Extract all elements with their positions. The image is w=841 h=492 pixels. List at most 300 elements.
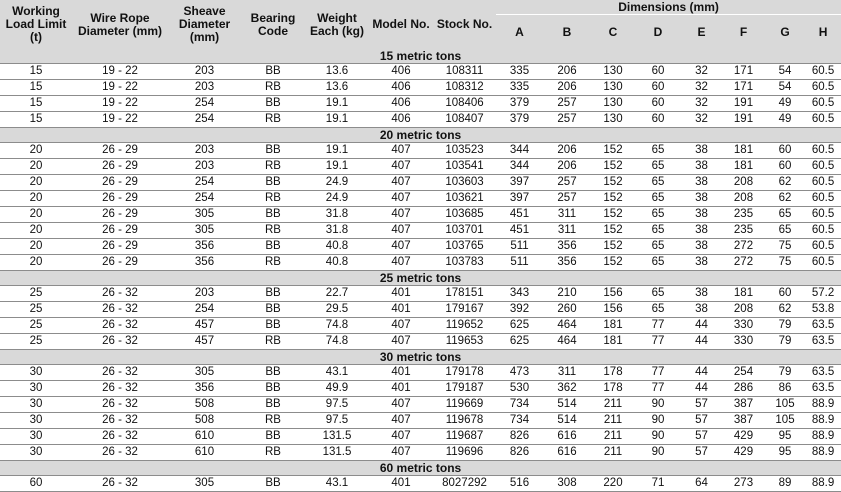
cell-dim-a: 379 (496, 96, 543, 112)
cell-bearing-code: BB (241, 302, 305, 318)
header-dim-e: E (681, 15, 722, 50)
cell-model-no: 407 (369, 159, 433, 175)
cell-dim-d: 60 (635, 96, 681, 112)
cell-sheave-diameter: 254 (168, 302, 241, 318)
cell-dim-f: 273 (722, 476, 765, 492)
cell-stock-no: 119687 (433, 429, 496, 445)
cell-stock-no: 103523 (433, 143, 496, 159)
cell-working-load-limit: 15 (0, 80, 72, 96)
cell-dim-b: 362 (543, 381, 591, 397)
cell-bearing-code: BB (241, 318, 305, 334)
cell-weight-each: 74.8 (305, 334, 369, 350)
cell-model-no: 407 (369, 413, 433, 429)
cell-dim-c: 130 (591, 64, 635, 80)
cell-dim-f: 286 (722, 381, 765, 397)
cell-model-no: 406 (369, 80, 433, 96)
cell-bearing-code: RB (241, 191, 305, 207)
cell-dim-e: 44 (681, 334, 722, 350)
cell-dim-b: 308 (543, 476, 591, 492)
table-row (0, 207, 841, 223)
cell-sheave-diameter: 203 (168, 80, 241, 96)
cell-dim-a: 734 (496, 397, 543, 413)
cell-dim-a: 451 (496, 207, 543, 223)
cell-dim-h: 88.9 (805, 397, 841, 413)
section-title: 20 metric tons (0, 128, 841, 143)
cell-dim-d: 65 (635, 175, 681, 191)
cell-dim-c: 130 (591, 80, 635, 96)
cell-sheave-diameter: 203 (168, 64, 241, 80)
cell-bearing-code: RB (241, 445, 305, 461)
cell-dim-c: 130 (591, 112, 635, 128)
cell-model-no: 401 (369, 476, 433, 492)
cell-dim-a: 392 (496, 302, 543, 318)
cell-dim-d: 77 (635, 381, 681, 397)
cell-weight-each: 40.8 (305, 239, 369, 255)
cell-dim-h: 63.5 (805, 365, 841, 381)
cell-dim-e: 38 (681, 159, 722, 175)
header-wire-rope-diameter: Wire Rope Diameter (mm) (72, 0, 168, 49)
cell-dim-h: 60.5 (805, 239, 841, 255)
cell-sheave-diameter: 457 (168, 318, 241, 334)
cell-dim-g: 65 (765, 207, 805, 223)
cell-dim-c: 211 (591, 397, 635, 413)
cell-working-load-limit: 30 (0, 445, 72, 461)
cell-dim-c: 178 (591, 381, 635, 397)
section-title: 30 metric tons (0, 350, 841, 365)
cell-dim-h: 60.5 (805, 80, 841, 96)
cell-stock-no: 119669 (433, 397, 496, 413)
cell-bearing-code: RB (241, 413, 305, 429)
cell-sheave-diameter: 254 (168, 112, 241, 128)
cell-model-no: 407 (369, 207, 433, 223)
cell-dim-f: 208 (722, 175, 765, 191)
cell-dim-g: 54 (765, 80, 805, 96)
cell-working-load-limit: 20 (0, 143, 72, 159)
header-dim-f: F (722, 15, 765, 50)
cell-dim-h: 88.9 (805, 429, 841, 445)
cell-dim-h: 88.9 (805, 445, 841, 461)
cell-dim-d: 71 (635, 476, 681, 492)
cell-working-load-limit: 20 (0, 175, 72, 191)
cell-weight-each: 13.6 (305, 80, 369, 96)
cell-wire-rope-diameter: 26 - 29 (72, 143, 168, 159)
cell-dim-b: 311 (543, 223, 591, 239)
cell-dim-d: 77 (635, 365, 681, 381)
cell-stock-no: 119652 (433, 318, 496, 334)
header-dim-h: H (805, 15, 841, 50)
cell-dim-c: 211 (591, 429, 635, 445)
cell-dim-g: 60 (765, 159, 805, 175)
cell-dim-b: 311 (543, 207, 591, 223)
cell-sheave-diameter: 203 (168, 286, 241, 302)
cell-model-no: 407 (369, 223, 433, 239)
section-title: 15 metric tons (0, 49, 841, 64)
table-row (0, 223, 841, 239)
cell-bearing-code: RB (241, 255, 305, 271)
cell-sheave-diameter: 305 (168, 223, 241, 239)
header-stock-no: Stock No. (433, 0, 496, 49)
cell-sheave-diameter: 508 (168, 413, 241, 429)
cell-working-load-limit: 30 (0, 365, 72, 381)
cell-dim-g: 95 (765, 445, 805, 461)
cell-model-no: 407 (369, 175, 433, 191)
cell-stock-no: 103621 (433, 191, 496, 207)
cell-model-no: 406 (369, 96, 433, 112)
cell-dim-d: 77 (635, 318, 681, 334)
cell-sheave-diameter: 610 (168, 429, 241, 445)
cell-dim-a: 511 (496, 255, 543, 271)
cell-dim-e: 32 (681, 64, 722, 80)
cell-wire-rope-diameter: 19 - 22 (72, 96, 168, 112)
cell-dim-h: 88.9 (805, 413, 841, 429)
cell-dim-h: 60.5 (805, 96, 841, 112)
cell-bearing-code: BB (241, 397, 305, 413)
cell-dim-e: 38 (681, 239, 722, 255)
cell-dim-a: 343 (496, 286, 543, 302)
cell-working-load-limit: 60 (0, 476, 72, 492)
cell-dim-b: 257 (543, 112, 591, 128)
cell-dim-a: 397 (496, 191, 543, 207)
cell-wire-rope-diameter: 26 - 32 (72, 365, 168, 381)
cell-dim-a: 379 (496, 112, 543, 128)
cell-dim-c: 211 (591, 445, 635, 461)
cell-dim-d: 65 (635, 302, 681, 318)
cell-dim-f: 181 (722, 143, 765, 159)
section-title: 25 metric tons (0, 271, 841, 286)
cell-wire-rope-diameter: 26 - 29 (72, 175, 168, 191)
header-dim-d: D (635, 15, 681, 50)
cell-bearing-code: RB (241, 112, 305, 128)
table-row (0, 175, 841, 191)
cell-dim-h: 60.5 (805, 255, 841, 271)
cell-dim-b: 311 (543, 365, 591, 381)
cell-dim-e: 38 (681, 191, 722, 207)
cell-dim-b: 514 (543, 397, 591, 413)
cell-dim-f: 235 (722, 207, 765, 223)
cell-wire-rope-diameter: 19 - 22 (72, 112, 168, 128)
cell-dim-c: 152 (591, 175, 635, 191)
cell-wire-rope-diameter: 19 - 22 (72, 64, 168, 80)
cell-dim-f: 254 (722, 365, 765, 381)
cell-dim-g: 60 (765, 286, 805, 302)
cell-dim-g: 62 (765, 191, 805, 207)
cell-dim-e: 32 (681, 96, 722, 112)
cell-model-no: 407 (369, 445, 433, 461)
table-row (0, 429, 841, 445)
cell-dim-d: 60 (635, 112, 681, 128)
header-weight-each: Weight Each (kg) (305, 0, 369, 49)
cell-weight-each: 24.9 (305, 191, 369, 207)
cell-sheave-diameter: 610 (168, 445, 241, 461)
cell-dim-f: 181 (722, 286, 765, 302)
cell-model-no: 407 (369, 429, 433, 445)
cell-dim-h: 63.5 (805, 334, 841, 350)
cell-dim-c: 178 (591, 365, 635, 381)
cell-dim-g: 65 (765, 223, 805, 239)
cell-dim-a: 344 (496, 143, 543, 159)
cell-dim-d: 65 (635, 143, 681, 159)
cell-weight-each: 13.6 (305, 64, 369, 80)
cell-bearing-code: RB (241, 334, 305, 350)
table-row (0, 365, 841, 381)
cell-dim-a: 511 (496, 239, 543, 255)
cell-weight-each: 131.5 (305, 445, 369, 461)
cell-model-no: 407 (369, 239, 433, 255)
cell-weight-each: 43.1 (305, 365, 369, 381)
cell-dim-a: 451 (496, 223, 543, 239)
header-sheave-diameter: Sheave Diameter (mm) (168, 0, 241, 49)
table-header (0, 0, 841, 49)
cell-dim-b: 616 (543, 445, 591, 461)
section-header-row (0, 128, 841, 143)
cell-wire-rope-diameter: 26 - 32 (72, 429, 168, 445)
cell-dim-f: 330 (722, 318, 765, 334)
cell-dim-c: 130 (591, 96, 635, 112)
cell-model-no: 407 (369, 255, 433, 271)
cell-weight-each: 49.9 (305, 381, 369, 397)
cell-dim-g: 75 (765, 255, 805, 271)
cell-dim-g: 105 (765, 397, 805, 413)
section-header-row (0, 271, 841, 286)
cell-bearing-code: BB (241, 381, 305, 397)
table-row (0, 318, 841, 334)
cell-bearing-code: RB (241, 159, 305, 175)
cell-dim-g: 105 (765, 413, 805, 429)
cell-stock-no: 103541 (433, 159, 496, 175)
cell-stock-no: 119653 (433, 334, 496, 350)
cell-wire-rope-diameter: 26 - 29 (72, 191, 168, 207)
cell-wire-rope-diameter: 26 - 32 (72, 397, 168, 413)
cell-sheave-diameter: 203 (168, 159, 241, 175)
cell-dim-e: 57 (681, 429, 722, 445)
cell-working-load-limit: 15 (0, 112, 72, 128)
table-row (0, 159, 841, 175)
cell-dim-a: 335 (496, 64, 543, 80)
cell-sheave-diameter: 356 (168, 239, 241, 255)
cell-stock-no: 119696 (433, 445, 496, 461)
cell-weight-each: 22.7 (305, 286, 369, 302)
cell-dim-b: 464 (543, 318, 591, 334)
cell-dim-g: 54 (765, 64, 805, 80)
cell-dim-h: 60.5 (805, 112, 841, 128)
header-bearing-code: Bearing Code (241, 0, 305, 49)
cell-working-load-limit: 15 (0, 64, 72, 80)
cell-dim-f: 272 (722, 239, 765, 255)
cell-dim-h: 60.5 (805, 143, 841, 159)
cell-weight-each: 19.1 (305, 143, 369, 159)
cell-bearing-code: BB (241, 476, 305, 492)
table-row (0, 413, 841, 429)
cell-dim-h: 60.5 (805, 159, 841, 175)
cell-weight-each: 19.1 (305, 159, 369, 175)
cell-wire-rope-diameter: 26 - 29 (72, 159, 168, 175)
cell-weight-each: 97.5 (305, 397, 369, 413)
cell-dim-h: 60.5 (805, 64, 841, 80)
table-row (0, 191, 841, 207)
table-row (0, 255, 841, 271)
cell-sheave-diameter: 356 (168, 255, 241, 271)
cell-working-load-limit: 20 (0, 191, 72, 207)
table-body (0, 49, 841, 492)
cell-weight-each: 29.5 (305, 302, 369, 318)
cell-dim-b: 260 (543, 302, 591, 318)
cell-bearing-code: RB (241, 80, 305, 96)
table-row (0, 445, 841, 461)
table-row (0, 143, 841, 159)
cell-dim-g: 60 (765, 143, 805, 159)
cell-dim-c: 152 (591, 159, 635, 175)
cell-weight-each: 24.9 (305, 175, 369, 191)
cell-dim-c: 152 (591, 191, 635, 207)
cell-dim-b: 257 (543, 96, 591, 112)
cell-sheave-diameter: 203 (168, 143, 241, 159)
cell-weight-each: 43.1 (305, 476, 369, 492)
cell-sheave-diameter: 305 (168, 476, 241, 492)
cell-stock-no: 178151 (433, 286, 496, 302)
cell-dim-g: 79 (765, 334, 805, 350)
header-dim-g: G (765, 15, 805, 50)
cell-dim-d: 90 (635, 429, 681, 445)
cell-stock-no: 179167 (433, 302, 496, 318)
cell-dim-g: 49 (765, 112, 805, 128)
cell-weight-each: 131.5 (305, 429, 369, 445)
cell-stock-no: 103685 (433, 207, 496, 223)
cell-dim-c: 152 (591, 255, 635, 271)
table-row (0, 64, 841, 80)
cell-stock-no: 103701 (433, 223, 496, 239)
cell-dim-b: 616 (543, 429, 591, 445)
cell-dim-f: 181 (722, 159, 765, 175)
cell-dim-b: 356 (543, 255, 591, 271)
cell-wire-rope-diameter: 26 - 29 (72, 207, 168, 223)
cell-model-no: 407 (369, 318, 433, 334)
table-row (0, 112, 841, 128)
table-row (0, 334, 841, 350)
cell-bearing-code: BB (241, 365, 305, 381)
cell-dim-f: 171 (722, 80, 765, 96)
cell-wire-rope-diameter: 26 - 32 (72, 318, 168, 334)
cell-wire-rope-diameter: 26 - 29 (72, 223, 168, 239)
cell-dim-a: 826 (496, 445, 543, 461)
cell-bearing-code: BB (241, 429, 305, 445)
cell-dim-d: 65 (635, 191, 681, 207)
cell-dim-d: 65 (635, 223, 681, 239)
cell-dim-d: 65 (635, 207, 681, 223)
cell-working-load-limit: 20 (0, 207, 72, 223)
cell-dim-f: 208 (722, 302, 765, 318)
cell-sheave-diameter: 254 (168, 191, 241, 207)
cell-dim-e: 38 (681, 302, 722, 318)
cell-dim-h: 63.5 (805, 381, 841, 397)
cell-dim-b: 514 (543, 413, 591, 429)
cell-dim-b: 464 (543, 334, 591, 350)
cell-model-no: 401 (369, 286, 433, 302)
cell-dim-a: 344 (496, 159, 543, 175)
cell-stock-no: 119678 (433, 413, 496, 429)
cell-dim-c: 152 (591, 207, 635, 223)
cell-dim-f: 330 (722, 334, 765, 350)
section-header-row (0, 350, 841, 365)
cell-dim-a: 625 (496, 334, 543, 350)
cell-dim-h: 60.5 (805, 223, 841, 239)
cell-wire-rope-diameter: 26 - 32 (72, 302, 168, 318)
cell-model-no: 401 (369, 381, 433, 397)
cell-bearing-code: BB (241, 143, 305, 159)
cell-bearing-code: BB (241, 286, 305, 302)
cell-bearing-code: BB (241, 207, 305, 223)
header-model-no: Model No. (369, 0, 433, 49)
cell-bearing-code: BB (241, 96, 305, 112)
cell-sheave-diameter: 305 (168, 365, 241, 381)
cell-dim-c: 152 (591, 223, 635, 239)
cell-dim-g: 86 (765, 381, 805, 397)
table-row (0, 302, 841, 318)
cell-dim-c: 152 (591, 239, 635, 255)
section-header-row (0, 49, 841, 64)
cell-dim-d: 65 (635, 286, 681, 302)
cell-wire-rope-diameter: 26 - 29 (72, 239, 168, 255)
cell-dim-f: 191 (722, 112, 765, 128)
cell-dim-f: 387 (722, 413, 765, 429)
cell-dim-e: 32 (681, 80, 722, 96)
cell-model-no: 407 (369, 143, 433, 159)
table-row (0, 239, 841, 255)
cell-dim-c: 152 (591, 143, 635, 159)
cell-dim-a: 335 (496, 80, 543, 96)
cell-dim-f: 208 (722, 191, 765, 207)
cell-weight-each: 97.5 (305, 413, 369, 429)
table-row (0, 96, 841, 112)
cell-dim-g: 62 (765, 175, 805, 191)
cell-stock-no: 108312 (433, 80, 496, 96)
cell-dim-c: 211 (591, 413, 635, 429)
cell-stock-no: 179187 (433, 381, 496, 397)
cell-dim-a: 397 (496, 175, 543, 191)
cell-dim-d: 65 (635, 159, 681, 175)
cell-bearing-code: BB (241, 64, 305, 80)
cell-working-load-limit: 30 (0, 413, 72, 429)
cell-dim-b: 206 (543, 159, 591, 175)
cell-dim-g: 75 (765, 239, 805, 255)
header-dimensions: Dimensions (mm) (496, 0, 841, 15)
cell-dim-b: 206 (543, 64, 591, 80)
cell-sheave-diameter: 254 (168, 175, 241, 191)
cell-dim-a: 530 (496, 381, 543, 397)
cell-dim-f: 387 (722, 397, 765, 413)
cell-sheave-diameter: 305 (168, 207, 241, 223)
cell-working-load-limit: 25 (0, 334, 72, 350)
cell-dim-h: 57.2 (805, 286, 841, 302)
cell-dim-d: 90 (635, 445, 681, 461)
cell-model-no: 407 (369, 191, 433, 207)
cell-model-no: 406 (369, 112, 433, 128)
cell-stock-no: 103765 (433, 239, 496, 255)
cell-working-load-limit: 30 (0, 429, 72, 445)
cell-dim-b: 210 (543, 286, 591, 302)
cell-dim-g: 89 (765, 476, 805, 492)
cell-weight-each: 19.1 (305, 112, 369, 128)
header-dim-a: A (496, 15, 543, 50)
cell-dim-e: 38 (681, 255, 722, 271)
cell-dim-e: 44 (681, 318, 722, 334)
cell-dim-e: 38 (681, 223, 722, 239)
cell-wire-rope-diameter: 26 - 32 (72, 381, 168, 397)
cell-stock-no: 8027292 (433, 476, 496, 492)
cell-sheave-diameter: 508 (168, 397, 241, 413)
cell-wire-rope-diameter: 26 - 32 (72, 334, 168, 350)
cell-dim-d: 65 (635, 255, 681, 271)
cell-dim-e: 57 (681, 397, 722, 413)
